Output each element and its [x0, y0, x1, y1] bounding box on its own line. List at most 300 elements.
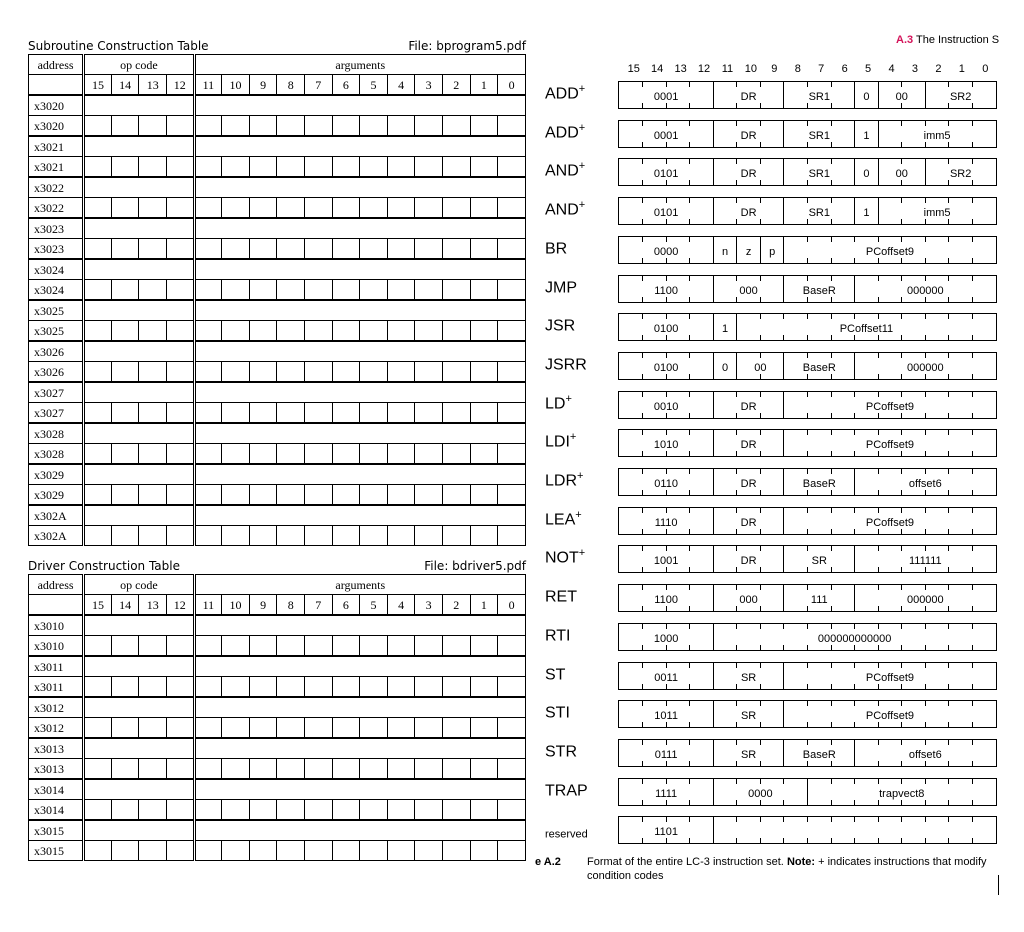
bit-cell[interactable]	[332, 198, 360, 219]
bit-cell[interactable]	[139, 321, 167, 342]
bit-cell[interactable]	[249, 280, 277, 301]
bit-cell[interactable]	[442, 321, 470, 342]
bit-cell[interactable]	[111, 485, 139, 506]
bit-cell[interactable]	[139, 636, 167, 657]
bit-cell[interactable]	[222, 636, 250, 657]
arguments-cell[interactable]	[194, 136, 525, 157]
bit-cell[interactable]	[277, 526, 305, 546]
bit-cell[interactable]	[470, 841, 498, 861]
bit-cell[interactable]	[498, 485, 526, 506]
bit-cell[interactable]	[415, 362, 443, 383]
arguments-cell[interactable]	[194, 464, 525, 485]
bit-cell[interactable]	[139, 157, 167, 178]
bit-cell[interactable]	[222, 526, 250, 546]
bit-cell[interactable]	[277, 403, 305, 424]
bit-cell[interactable]	[360, 116, 388, 137]
opcode-cell[interactable]	[84, 300, 194, 321]
bit-cell[interactable]	[387, 718, 415, 739]
bit-cell[interactable]	[387, 636, 415, 657]
opcode-cell[interactable]	[84, 382, 194, 403]
bit-cell[interactable]	[304, 636, 332, 657]
bit-cell[interactable]	[166, 636, 194, 657]
bit-cell[interactable]	[84, 321, 112, 342]
bit-cell[interactable]	[222, 362, 250, 383]
bit-cell[interactable]	[249, 444, 277, 465]
arguments-cell[interactable]	[194, 697, 525, 718]
bit-cell[interactable]	[139, 800, 167, 821]
bit-cell[interactable]	[277, 677, 305, 698]
bit-cell[interactable]	[84, 157, 112, 178]
bit-cell[interactable]	[360, 526, 388, 546]
bit-cell[interactable]	[304, 116, 332, 137]
bit-cell[interactable]	[277, 198, 305, 219]
bit-cell[interactable]	[304, 485, 332, 506]
bit-cell[interactable]	[442, 280, 470, 301]
bit-cell[interactable]	[470, 636, 498, 657]
opcode-cell[interactable]	[84, 615, 194, 636]
bit-cell[interactable]	[249, 800, 277, 821]
bit-cell[interactable]	[498, 403, 526, 424]
bit-cell[interactable]	[84, 239, 112, 260]
opcode-cell[interactable]	[84, 656, 194, 677]
bit-cell[interactable]	[304, 841, 332, 861]
bit-cell[interactable]	[194, 239, 222, 260]
bit-cell[interactable]	[222, 677, 250, 698]
bit-cell[interactable]	[166, 403, 194, 424]
bit-cell[interactable]	[470, 485, 498, 506]
bit-cell[interactable]	[304, 157, 332, 178]
bit-cell[interactable]	[360, 280, 388, 301]
bit-cell[interactable]	[332, 841, 360, 861]
bit-cell[interactable]	[84, 800, 112, 821]
bit-cell[interactable]	[111, 444, 139, 465]
bit-cell[interactable]	[139, 841, 167, 861]
bit-cell[interactable]	[360, 800, 388, 821]
bit-cell[interactable]	[387, 759, 415, 780]
bit-cell[interactable]	[111, 116, 139, 137]
arguments-cell[interactable]	[194, 505, 525, 526]
bit-cell[interactable]	[442, 403, 470, 424]
bit-cell[interactable]	[111, 526, 139, 546]
bit-cell[interactable]	[387, 280, 415, 301]
bit-cell[interactable]	[498, 198, 526, 219]
bit-cell[interactable]	[387, 841, 415, 861]
bit-cell[interactable]	[360, 403, 388, 424]
bit-cell[interactable]	[222, 718, 250, 739]
bit-cell[interactable]	[222, 485, 250, 506]
bit-cell[interactable]	[111, 800, 139, 821]
bit-cell[interactable]	[498, 718, 526, 739]
bit-cell[interactable]	[249, 198, 277, 219]
arguments-cell[interactable]	[194, 738, 525, 759]
bit-cell[interactable]	[249, 718, 277, 739]
bit-cell[interactable]	[194, 321, 222, 342]
bit-cell[interactable]	[277, 636, 305, 657]
bit-cell[interactable]	[194, 444, 222, 465]
bit-cell[interactable]	[111, 636, 139, 657]
bit-cell[interactable]	[222, 800, 250, 821]
bit-cell[interactable]	[415, 157, 443, 178]
bit-cell[interactable]	[304, 362, 332, 383]
bit-cell[interactable]	[442, 362, 470, 383]
opcode-cell[interactable]	[84, 341, 194, 362]
bit-cell[interactable]	[139, 198, 167, 219]
bit-cell[interactable]	[194, 636, 222, 657]
bit-cell[interactable]	[249, 677, 277, 698]
bit-cell[interactable]	[387, 677, 415, 698]
bit-cell[interactable]	[222, 116, 250, 137]
bit-cell[interactable]	[277, 444, 305, 465]
bit-cell[interactable]	[222, 444, 250, 465]
arguments-cell[interactable]	[194, 300, 525, 321]
bit-cell[interactable]	[387, 157, 415, 178]
bit-cell[interactable]	[332, 444, 360, 465]
bit-cell[interactable]	[498, 841, 526, 861]
bit-cell[interactable]	[332, 403, 360, 424]
bit-cell[interactable]	[387, 800, 415, 821]
bit-cell[interactable]	[332, 636, 360, 657]
bit-cell[interactable]	[222, 198, 250, 219]
bit-cell[interactable]	[166, 239, 194, 260]
bit-cell[interactable]	[139, 403, 167, 424]
bit-cell[interactable]	[304, 198, 332, 219]
bit-cell[interactable]	[387, 526, 415, 546]
bit-cell[interactable]	[415, 718, 443, 739]
bit-cell[interactable]	[304, 677, 332, 698]
bit-cell[interactable]	[470, 321, 498, 342]
bit-cell[interactable]	[304, 526, 332, 546]
bit-cell[interactable]	[498, 116, 526, 137]
bit-cell[interactable]	[470, 718, 498, 739]
bit-cell[interactable]	[360, 718, 388, 739]
bit-cell[interactable]	[277, 718, 305, 739]
bit-cell[interactable]	[360, 321, 388, 342]
bit-cell[interactable]	[111, 677, 139, 698]
bit-cell[interactable]	[249, 636, 277, 657]
bit-cell[interactable]	[332, 800, 360, 821]
bit-cell[interactable]	[442, 239, 470, 260]
bit-cell[interactable]	[442, 444, 470, 465]
bit-cell[interactable]	[166, 280, 194, 301]
bit-cell[interactable]	[442, 841, 470, 861]
bit-cell[interactable]	[442, 485, 470, 506]
bit-cell[interactable]	[332, 239, 360, 260]
bit-cell[interactable]	[498, 759, 526, 780]
bit-cell[interactable]	[194, 485, 222, 506]
bit-cell[interactable]	[139, 677, 167, 698]
bit-cell[interactable]	[222, 157, 250, 178]
bit-cell[interactable]	[166, 157, 194, 178]
bit-cell[interactable]	[249, 485, 277, 506]
bit-cell[interactable]	[277, 157, 305, 178]
bit-cell[interactable]	[304, 321, 332, 342]
bit-cell[interactable]	[194, 677, 222, 698]
bit-cell[interactable]	[415, 116, 443, 137]
bit-cell[interactable]	[84, 841, 112, 861]
bit-cell[interactable]	[332, 718, 360, 739]
bit-cell[interactable]	[111, 239, 139, 260]
bit-cell[interactable]	[415, 403, 443, 424]
bit-cell[interactable]	[442, 526, 470, 546]
bit-cell[interactable]	[84, 198, 112, 219]
bit-cell[interactable]	[166, 759, 194, 780]
bit-cell[interactable]	[304, 444, 332, 465]
bit-cell[interactable]	[442, 718, 470, 739]
bit-cell[interactable]	[222, 403, 250, 424]
bit-cell[interactable]	[166, 800, 194, 821]
bit-cell[interactable]	[166, 841, 194, 861]
bit-cell[interactable]	[277, 116, 305, 137]
bit-cell[interactable]	[415, 280, 443, 301]
bit-cell[interactable]	[470, 677, 498, 698]
arguments-cell[interactable]	[194, 820, 525, 841]
bit-cell[interactable]	[470, 362, 498, 383]
bit-cell[interactable]	[304, 718, 332, 739]
bit-cell[interactable]	[84, 636, 112, 657]
bit-cell[interactable]	[139, 485, 167, 506]
bit-cell[interactable]	[360, 485, 388, 506]
arguments-cell[interactable]	[194, 218, 525, 239]
bit-cell[interactable]	[304, 239, 332, 260]
bit-cell[interactable]	[498, 280, 526, 301]
bit-cell[interactable]	[277, 485, 305, 506]
arguments-cell[interactable]	[194, 615, 525, 636]
opcode-cell[interactable]	[84, 779, 194, 800]
bit-cell[interactable]	[277, 362, 305, 383]
bit-cell[interactable]	[166, 321, 194, 342]
bit-cell[interactable]	[415, 677, 443, 698]
bit-cell[interactable]	[470, 444, 498, 465]
bit-cell[interactable]	[415, 526, 443, 546]
opcode-cell[interactable]	[84, 218, 194, 239]
opcode-cell[interactable]	[84, 177, 194, 198]
bit-cell[interactable]	[442, 198, 470, 219]
bit-cell[interactable]	[442, 800, 470, 821]
bit-cell[interactable]	[194, 116, 222, 137]
bit-cell[interactable]	[332, 677, 360, 698]
bit-cell[interactable]	[249, 841, 277, 861]
bit-cell[interactable]	[277, 800, 305, 821]
bit-cell[interactable]	[470, 116, 498, 137]
bit-cell[interactable]	[332, 485, 360, 506]
arguments-cell[interactable]	[194, 341, 525, 362]
bit-cell[interactable]	[415, 198, 443, 219]
arguments-cell[interactable]	[194, 656, 525, 677]
bit-cell[interactable]	[166, 526, 194, 546]
opcode-cell[interactable]	[84, 505, 194, 526]
bit-cell[interactable]	[304, 280, 332, 301]
bit-cell[interactable]	[360, 636, 388, 657]
bit-cell[interactable]	[194, 718, 222, 739]
arguments-cell[interactable]	[194, 177, 525, 198]
bit-cell[interactable]	[222, 841, 250, 861]
bit-cell[interactable]	[332, 362, 360, 383]
bit-cell[interactable]	[84, 116, 112, 137]
bit-cell[interactable]	[360, 759, 388, 780]
bit-cell[interactable]	[249, 157, 277, 178]
bit-cell[interactable]	[111, 280, 139, 301]
bit-cell[interactable]	[442, 157, 470, 178]
bit-cell[interactable]	[277, 759, 305, 780]
bit-cell[interactable]	[415, 841, 443, 861]
bit-cell[interactable]	[498, 526, 526, 546]
opcode-cell[interactable]	[84, 136, 194, 157]
bit-cell[interactable]	[249, 362, 277, 383]
bit-cell[interactable]	[360, 198, 388, 219]
bit-cell[interactable]	[498, 444, 526, 465]
bit-cell[interactable]	[304, 800, 332, 821]
bit-cell[interactable]	[360, 362, 388, 383]
bit-cell[interactable]	[387, 239, 415, 260]
bit-cell[interactable]	[222, 239, 250, 260]
bit-cell[interactable]	[498, 800, 526, 821]
bit-cell[interactable]	[442, 759, 470, 780]
opcode-cell[interactable]	[84, 95, 194, 116]
bit-cell[interactable]	[249, 759, 277, 780]
bit-cell[interactable]	[166, 116, 194, 137]
opcode-cell[interactable]	[84, 423, 194, 444]
bit-cell[interactable]	[442, 636, 470, 657]
bit-cell[interactable]	[249, 403, 277, 424]
opcode-cell[interactable]	[84, 259, 194, 280]
bit-cell[interactable]	[442, 116, 470, 137]
bit-cell[interactable]	[84, 280, 112, 301]
bit-cell[interactable]	[360, 677, 388, 698]
bit-cell[interactable]	[139, 362, 167, 383]
bit-cell[interactable]	[387, 485, 415, 506]
bit-cell[interactable]	[194, 403, 222, 424]
bit-cell[interactable]	[166, 198, 194, 219]
bit-cell[interactable]	[498, 157, 526, 178]
bit-cell[interactable]	[332, 116, 360, 137]
bit-cell[interactable]	[360, 239, 388, 260]
bit-cell[interactable]	[332, 280, 360, 301]
bit-cell[interactable]	[387, 403, 415, 424]
bit-cell[interactable]	[470, 759, 498, 780]
bit-cell[interactable]	[498, 362, 526, 383]
bit-cell[interactable]	[249, 116, 277, 137]
arguments-cell[interactable]	[194, 382, 525, 403]
bit-cell[interactable]	[194, 526, 222, 546]
bit-cell[interactable]	[387, 321, 415, 342]
bit-cell[interactable]	[249, 239, 277, 260]
bit-cell[interactable]	[194, 157, 222, 178]
bit-cell[interactable]	[84, 677, 112, 698]
bit-cell[interactable]	[470, 403, 498, 424]
bit-cell[interactable]	[498, 321, 526, 342]
bit-cell[interactable]	[166, 485, 194, 506]
bit-cell[interactable]	[498, 677, 526, 698]
bit-cell[interactable]	[415, 321, 443, 342]
bit-cell[interactable]	[166, 677, 194, 698]
bit-cell[interactable]	[249, 321, 277, 342]
bit-cell[interactable]	[166, 444, 194, 465]
bit-cell[interactable]	[415, 485, 443, 506]
bit-cell[interactable]	[194, 280, 222, 301]
bit-cell[interactable]	[387, 362, 415, 383]
bit-cell[interactable]	[415, 239, 443, 260]
bit-cell[interactable]	[166, 718, 194, 739]
bit-cell[interactable]	[498, 239, 526, 260]
bit-cell[interactable]	[360, 157, 388, 178]
bit-cell[interactable]	[111, 841, 139, 861]
bit-cell[interactable]	[387, 198, 415, 219]
bit-cell[interactable]	[84, 444, 112, 465]
bit-cell[interactable]	[470, 239, 498, 260]
bit-cell[interactable]	[222, 321, 250, 342]
bit-cell[interactable]	[139, 239, 167, 260]
bit-cell[interactable]	[111, 362, 139, 383]
bit-cell[interactable]	[84, 362, 112, 383]
bit-cell[interactable]	[277, 280, 305, 301]
bit-cell[interactable]	[277, 239, 305, 260]
bit-cell[interactable]	[387, 116, 415, 137]
bit-cell[interactable]	[111, 198, 139, 219]
bit-cell[interactable]	[139, 526, 167, 546]
bit-cell[interactable]	[332, 157, 360, 178]
bit-cell[interactable]	[415, 444, 443, 465]
bit-cell[interactable]	[222, 280, 250, 301]
bit-cell[interactable]	[194, 759, 222, 780]
bit-cell[interactable]	[111, 321, 139, 342]
arguments-cell[interactable]	[194, 259, 525, 280]
opcode-cell[interactable]	[84, 697, 194, 718]
bit-cell[interactable]	[304, 403, 332, 424]
bit-cell[interactable]	[194, 198, 222, 219]
bit-cell[interactable]	[84, 718, 112, 739]
bit-cell[interactable]	[470, 198, 498, 219]
bit-cell[interactable]	[84, 485, 112, 506]
bit-cell[interactable]	[139, 759, 167, 780]
bit-cell[interactable]	[387, 444, 415, 465]
bit-cell[interactable]	[442, 677, 470, 698]
opcode-cell[interactable]	[84, 820, 194, 841]
bit-cell[interactable]	[470, 157, 498, 178]
bit-cell[interactable]	[332, 321, 360, 342]
bit-cell[interactable]	[111, 718, 139, 739]
bit-cell[interactable]	[249, 526, 277, 546]
bit-cell[interactable]	[332, 759, 360, 780]
bit-cell[interactable]	[84, 526, 112, 546]
bit-cell[interactable]	[415, 636, 443, 657]
bit-cell[interactable]	[139, 280, 167, 301]
bit-cell[interactable]	[84, 759, 112, 780]
bit-cell[interactable]	[498, 636, 526, 657]
opcode-cell[interactable]	[84, 464, 194, 485]
bit-cell[interactable]	[277, 841, 305, 861]
bit-cell[interactable]	[139, 116, 167, 137]
bit-cell[interactable]	[84, 403, 112, 424]
bit-cell[interactable]	[415, 800, 443, 821]
bit-cell[interactable]	[139, 444, 167, 465]
arguments-cell[interactable]	[194, 779, 525, 800]
bit-cell[interactable]	[470, 526, 498, 546]
bit-cell[interactable]	[111, 403, 139, 424]
bit-cell[interactable]	[222, 759, 250, 780]
bit-cell[interactable]	[194, 362, 222, 383]
bit-cell[interactable]	[415, 759, 443, 780]
opcode-cell[interactable]	[84, 738, 194, 759]
bit-cell[interactable]	[139, 718, 167, 739]
bit-cell[interactable]	[360, 444, 388, 465]
bit-cell[interactable]	[360, 841, 388, 861]
arguments-cell[interactable]	[194, 95, 525, 116]
bit-cell[interactable]	[194, 800, 222, 821]
bit-cell[interactable]	[111, 157, 139, 178]
bit-cell[interactable]	[304, 759, 332, 780]
bit-cell[interactable]	[470, 800, 498, 821]
bit-cell[interactable]	[111, 759, 139, 780]
